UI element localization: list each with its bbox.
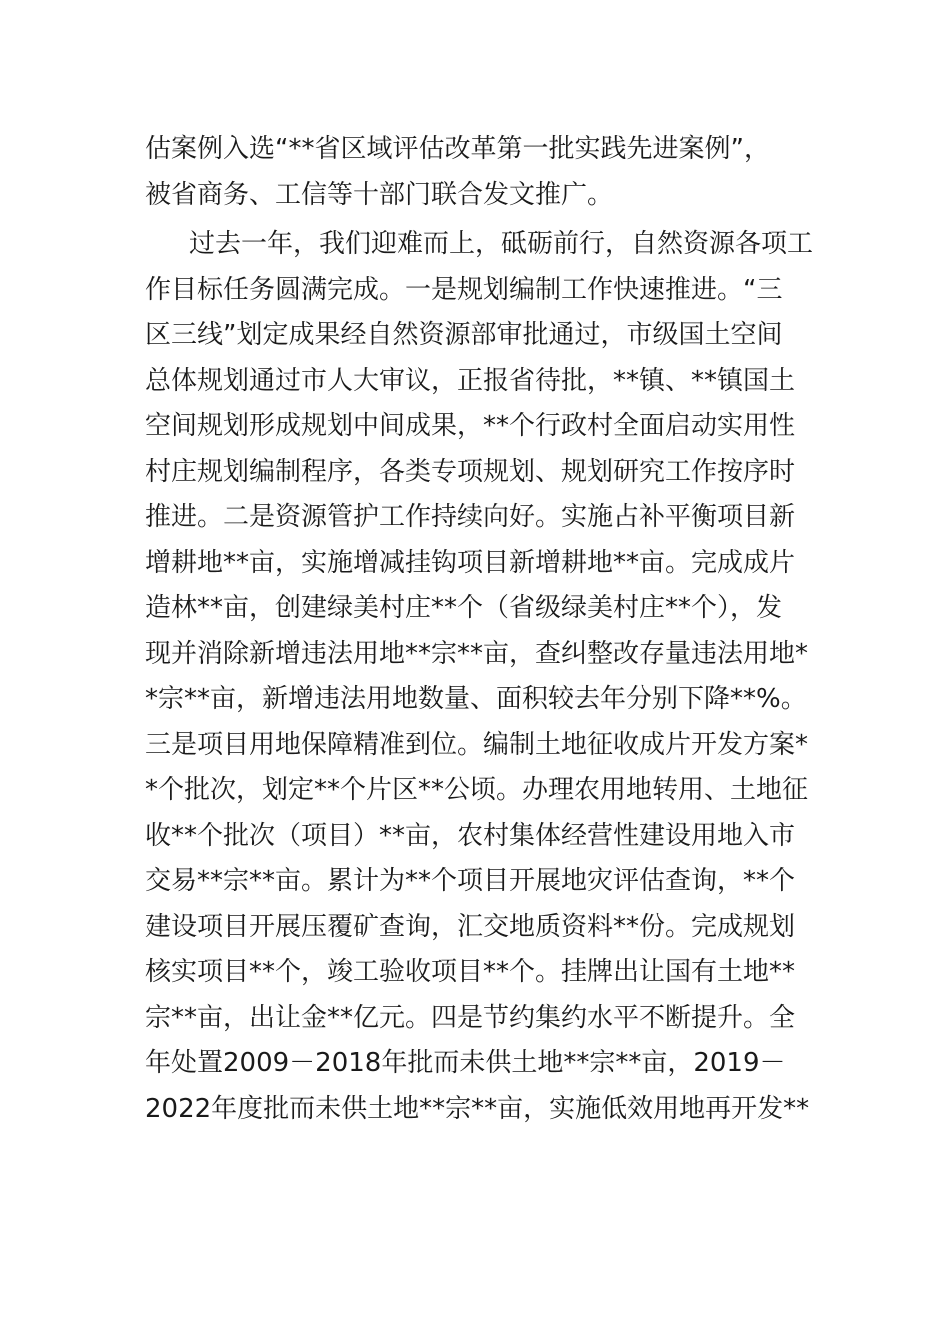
- text-line: 建设项目开展压覆矿查询，汇交地质资料**份。完成规划: [145, 911, 796, 942]
- text-line: 空间规划形成规划中间成果，**个行政村全面启动实用性: [145, 411, 796, 441]
- text-line: 宗**亩，出让金**亿元。四是节约集约水平不断提升。全: [145, 1002, 796, 1033]
- text-line: 三是项目用地保障精准到位。编制土地征收成片开发方案*: [145, 729, 809, 760]
- text-line: 村庄规划编制程序，各类专项规划、规划研究工作按序时: [145, 456, 796, 487]
- text-line: 区三线”划定成果经自然资源部审批通过，市级国土空间: [145, 320, 783, 350]
- paragraph-first-line: 过去一年，我们迎难而上，砥砺前行，自然资源各项工: [189, 229, 814, 259]
- text-line: 现并消除新增违法用地**宗**亩，查纠整改存量违法用地*: [145, 638, 809, 669]
- text-line: 推进。二是资源管护工作持续向好。实施占补平衡项目新: [145, 502, 796, 532]
- text-line: 增耕地**亩，实施增减挂钩项目新增耕地**亩。完成成片: [145, 547, 796, 578]
- text-line: 总体规划通过市人大审议，正报省待批，**镇、**镇国土: [145, 365, 796, 396]
- text-line: 造林**亩，创建绿美村庄**个（省级绿美村庄**个），发: [145, 593, 783, 623]
- text-line: 估案例入选“**省区域评估改革第一批实践先进案例”，: [145, 134, 770, 164]
- text-line: 收**个批次（项目）**亩，农村集体经营性建设用地入市: [145, 820, 796, 851]
- text-line: 作目标任务圆满完成。一是规划编制工作快速推进。“三: [145, 274, 783, 305]
- text-line: 交易**宗**亩。累计为**个项目开展地灾评估查询，**个: [145, 866, 796, 896]
- text-line: 年处置2009－2018年批而未供土地**宗**亩，2019－: [145, 1048, 786, 1078]
- text-line: *个批次，划定**个片区**公顷。办理农用地转用、土地征: [145, 775, 809, 805]
- body-text: [145, 127, 825, 1132]
- text-line: *宗**亩，新增违法用地数量、面积较去年分别下降**%。: [145, 684, 807, 714]
- text-line: 核实项目**个，竣工验收项目**个。挂牌出让国有土地**: [145, 957, 796, 987]
- text-line: 被省商务、工信等十部门联合发文推广。: [145, 179, 614, 210]
- text-line: 2022年度批而未供土地**宗**亩，实施低效用地再开发**: [145, 1093, 810, 1124]
